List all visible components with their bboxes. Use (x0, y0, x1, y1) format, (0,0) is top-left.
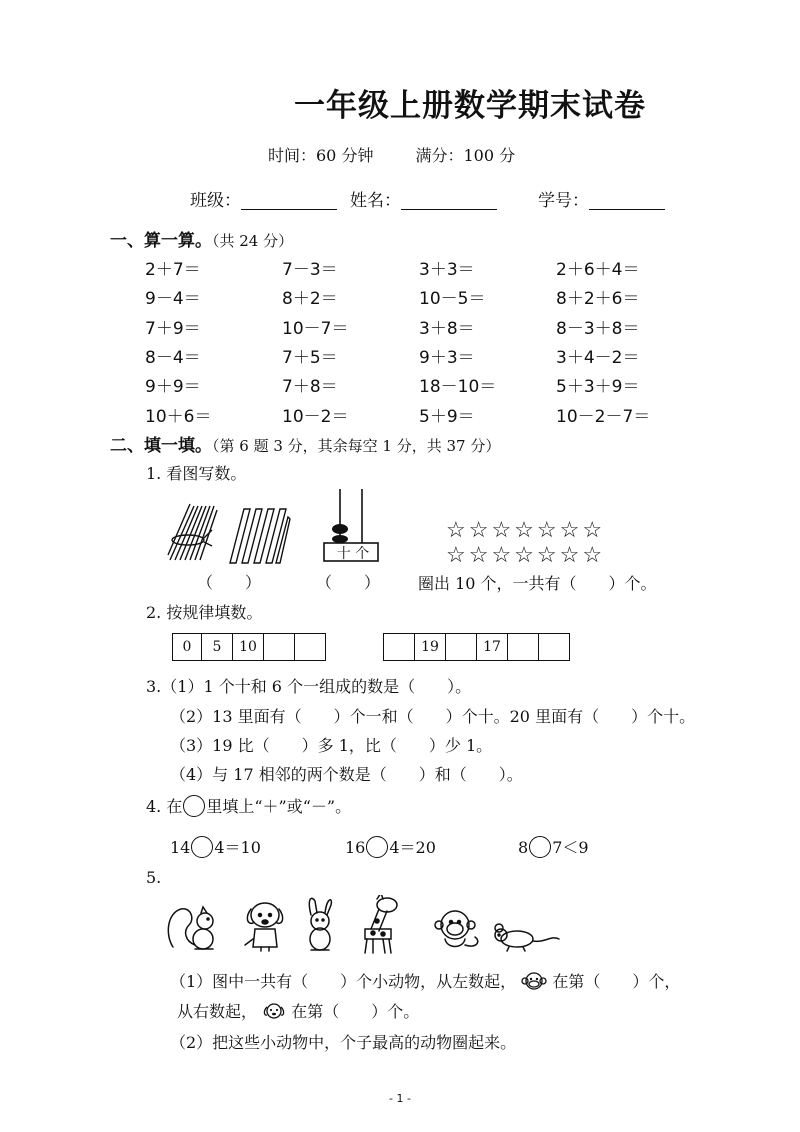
page-number: - 1 - (389, 1092, 411, 1105)
equation: 10－2＝ (282, 407, 349, 427)
class-blank[interactable] (241, 191, 337, 210)
name-label: 姓名： (350, 191, 401, 211)
q5-line-2 (177, 999, 419, 1022)
q5-label: 5. (146, 868, 162, 887)
equation: 8－4＝ (145, 348, 201, 368)
q4-e3-left: 8 (518, 838, 529, 857)
number-blank[interactable] (589, 191, 665, 210)
equation: 10＋6＝ (145, 407, 212, 427)
q4-expr-1 (170, 835, 261, 858)
q5-l2-post: 在第（ ）个。 (291, 1002, 420, 1021)
seq2-cell: 17 (477, 634, 508, 660)
equation: 7＋8＝ (282, 377, 338, 397)
dog-icon (245, 903, 283, 951)
equation: 8－3＋8＝ (556, 319, 640, 339)
section2-note: （第 6 题 3 分，其余每空 1 分，共 37 分） (212, 437, 501, 455)
sequence-2 (383, 633, 570, 661)
abacus-label: 十 个 (336, 546, 370, 562)
seq1-blank-cell[interactable] (264, 634, 295, 660)
monkey-face-icon (521, 971, 547, 991)
sequence-1 (172, 633, 326, 661)
operator-circle[interactable] (529, 836, 551, 858)
q5-l1-pre: （1）图中一共有（ ）个小动物，从左数起， (170, 972, 517, 991)
q4-e3-right: 7＜9 (552, 838, 589, 857)
equation: 5＋3＋9＝ (556, 377, 640, 397)
operator-circle[interactable] (366, 836, 388, 858)
equation: 3＋8＝ (419, 319, 475, 339)
name-field (350, 186, 497, 211)
dog-face-icon (262, 1001, 286, 1021)
q4-e2-left: 16 (345, 838, 366, 857)
q4-pre: 4. 在 (146, 797, 183, 816)
q4-e2-right: 4＝20 (389, 838, 436, 857)
name-blank[interactable] (401, 191, 497, 210)
q3-line-4: （4）与 17 相邻的两个数是（ ）和（ ）。 (170, 765, 523, 784)
q4-e1-left: 14 (170, 838, 191, 857)
exam-time: 时间：60 分钟 (268, 146, 374, 165)
equation: 2＋7＝ (145, 260, 201, 280)
equation: 2＋6＋4＝ (556, 260, 640, 280)
q4-post: 里填上“＋”或“－”。 (206, 797, 352, 816)
equation: 10－2－7＝ (556, 407, 651, 427)
squirrel-icon (168, 907, 213, 949)
seq2-blank-cell[interactable] (384, 634, 415, 660)
exam-meta (268, 143, 515, 166)
equation: 10－7＝ (282, 319, 349, 339)
operator-circle[interactable] (191, 836, 213, 858)
seq2-blank-cell[interactable] (508, 634, 539, 660)
equation: 3＋4－2＝ (556, 348, 640, 368)
class-label: 班级： (190, 191, 241, 211)
seq1-cell: 5 (202, 634, 233, 660)
q5-line-1 (170, 969, 680, 992)
seq1-cell: 10 (233, 634, 264, 660)
monkey-icon (435, 911, 478, 947)
ten-sticks-bundle-icon (160, 500, 220, 564)
q3-line-1: 3.（1）1 个十和 6 个一组成的数是（ ）。 (146, 677, 472, 696)
seq1-blank-cell[interactable] (295, 634, 325, 660)
seq1-cell: 0 (173, 634, 202, 660)
class-field (190, 186, 337, 211)
equation: 18－10＝ (419, 377, 497, 397)
q2-label: 2. 按规律填数。 (146, 603, 263, 622)
exam-score: 满分：100 分 (415, 146, 516, 165)
section1-note: （共 24 分） (212, 232, 294, 250)
section2-heading (110, 431, 500, 456)
seq2-blank-cell[interactable] (539, 634, 569, 660)
section1-title: 一、算一算。 (110, 231, 212, 251)
number-field (538, 186, 665, 211)
equation: 9＋9＝ (145, 377, 201, 397)
q4-instruction (146, 794, 351, 817)
q1-stars-text: 圈出 10 个，一共有（ ）个。 (418, 574, 657, 593)
q5-l2-pre: 从右数起， (177, 1002, 258, 1021)
q3-line-2: （2）13 里面有（ ）个一和（ ）个十。20 里面有（ ）个十。 (170, 707, 696, 726)
section1-heading (110, 226, 293, 251)
equation: 9－4＝ (145, 289, 201, 309)
q4-expr-2 (345, 835, 436, 858)
equation: 5＋9＝ (419, 407, 475, 427)
q5-line-3: （2）把这些小动物中，个子最高的动物圈起来。 (170, 1033, 517, 1052)
q4-expr-3 (518, 835, 589, 858)
equation: 7＋9＝ (145, 319, 201, 339)
section2-title: 二、填一填。 (110, 436, 212, 456)
equation: 8＋2＝ (282, 289, 338, 309)
circle-icon (183, 795, 205, 817)
equation: 7－3＝ (282, 260, 338, 280)
q1-paren1[interactable]: （ ） (197, 573, 262, 592)
q1-paren2[interactable]: （ ） (316, 573, 381, 592)
rabbit-icon (309, 898, 331, 950)
page-title: 一年级上册数学期末试卷 (294, 88, 646, 124)
equation: 7＋5＝ (282, 348, 338, 368)
equation: 9＋3＝ (419, 348, 475, 368)
equation: 3＋3＝ (419, 260, 475, 280)
q1-label: 1. 看图写数。 (146, 464, 247, 483)
equation: 10－5＝ (419, 289, 486, 309)
stars-row-1: ☆☆☆☆☆☆☆ (446, 518, 606, 543)
q4-e1-right: 4＝10 (214, 838, 261, 857)
loose-sticks-icon (226, 505, 292, 565)
seq2-blank-cell[interactable] (446, 634, 477, 660)
q3-line-3: （3）19 比（ ）多 1，比（ ）少 1。 (170, 736, 493, 755)
seq2-cell: 19 (415, 634, 446, 660)
giraffe-icon (365, 895, 397, 953)
stars-row-2: ☆☆☆☆☆☆☆ (446, 543, 606, 568)
number-label: 学号： (538, 191, 589, 211)
animals-row (165, 895, 565, 955)
q5-l1-post: 在第（ ）个， (552, 972, 681, 991)
equation: 8＋2＋6＝ (556, 289, 640, 309)
mouse-icon (495, 924, 559, 951)
